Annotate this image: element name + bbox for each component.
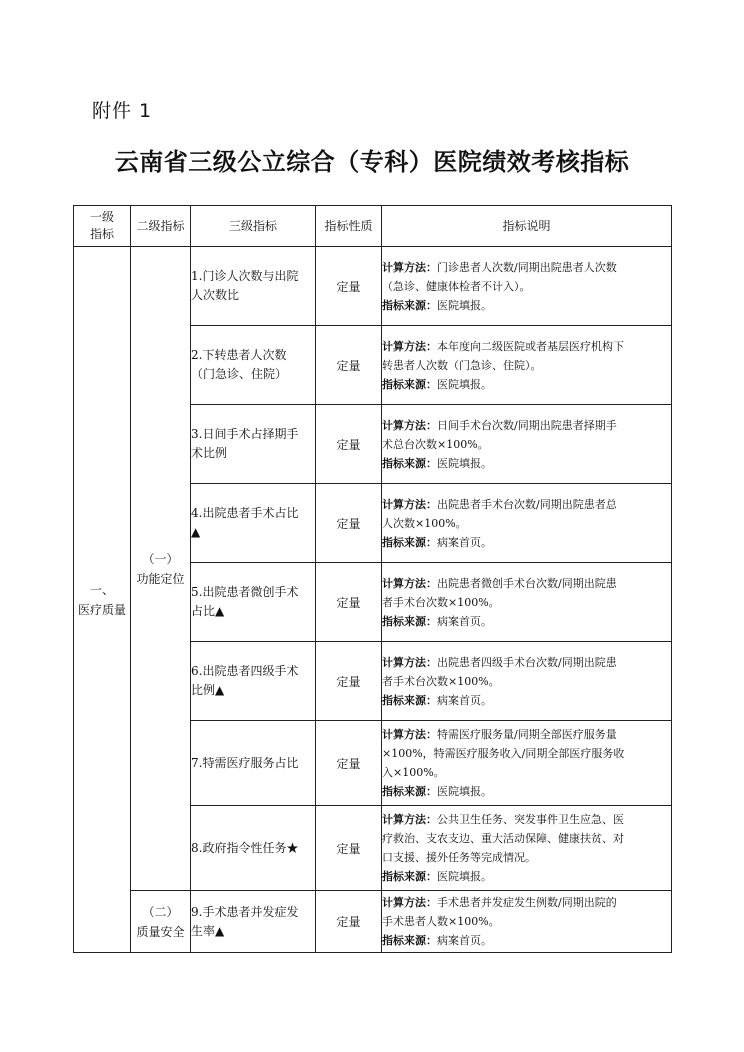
calc-text: 手术患者并发症发生例数/同期出院的 (437, 896, 617, 909)
indicator-nature: 定量 (316, 247, 382, 326)
indicator-description (382, 721, 672, 806)
source-text: 医院填报。 (437, 456, 492, 470)
level3-indicator-name: 7.特需医疗服务占比 (191, 721, 316, 806)
calc-label: 计算方法： (382, 339, 437, 353)
indicator-nature: 定量 (316, 642, 382, 721)
source-text: 病案首页。 (437, 934, 492, 947)
indicator-description (382, 326, 672, 405)
indicator-nature: 定量 (316, 405, 382, 484)
indicator-table (73, 205, 672, 953)
calc-label: 计算方法： (382, 728, 437, 741)
source-label: 指标来源： (382, 456, 437, 470)
indicator-description (382, 405, 672, 484)
source-label: 指标来源： (382, 535, 437, 549)
calc-label: 计算方法： (382, 260, 437, 274)
calc-text: 者手术台次数×100%。 (382, 674, 500, 688)
calc-text: 手术患者人数×100%。 (382, 915, 500, 928)
calc-text: 口支援、援外任务等完成情况。 (382, 851, 536, 864)
indicator-nature: 定量 (316, 484, 382, 563)
indicator-nature: 定量 (316, 721, 382, 806)
header-desc: 指标说明 (382, 206, 672, 247)
calc-text: 人次数×100%。 (382, 516, 467, 530)
source-label: 指标来源： (382, 614, 437, 628)
calc-text: ×100%，特需医疗服务收入/同期全部医疗服务收 (382, 747, 625, 760)
calc-label: 计算方法： (382, 497, 437, 511)
source-label: 指标来源： (382, 934, 437, 947)
calc-label: 计算方法： (382, 896, 437, 909)
indicator-nature: 定量 (316, 326, 382, 405)
source-label: 指标来源： (382, 377, 437, 391)
source-text: 医院填报。 (437, 377, 492, 391)
calc-text: 公共卫生任务、突发事件卫生应急、医 (437, 813, 624, 826)
calc-label: 计算方法： (382, 813, 437, 826)
table-row (74, 247, 672, 326)
indicator-description (382, 891, 672, 953)
indicator-nature: 定量 (316, 891, 382, 953)
level3-indicator-name: 9.手术患者并发症发 生率▲ (191, 891, 316, 953)
calc-text: 出院患者微创手术台次数/同期出院患 (437, 576, 617, 590)
level3-indicator-name: 4.出院患者手术占比 ▲ (191, 484, 316, 563)
calc-text: 特需医疗服务量/同期全部医疗服务量 (437, 728, 617, 741)
header-level1: 一级 指标 (74, 206, 131, 247)
calc-text: 出院患者手术台次数/同期出院患者总 (437, 497, 617, 511)
source-label: 指标来源： (382, 693, 437, 707)
level2-cell-safety: （二） 质量安全 (131, 891, 191, 953)
document-title: 云南省三级公立综合（专科）医院绩效考核指标 (114, 148, 630, 176)
table-row (74, 891, 672, 953)
indicator-description (382, 247, 672, 326)
indicator-description (382, 563, 672, 642)
calc-text: 日间手术台次数/同期出院患者择期手 (437, 418, 617, 432)
source-text: 医院填报。 (437, 298, 492, 312)
calc-label: 计算方法： (382, 576, 437, 590)
source-label: 指标来源： (382, 298, 437, 312)
level2-cell-function: （一） 功能定位 (131, 247, 191, 891)
indicator-description (382, 642, 672, 721)
calc-text: 疗救治、支农支边、重大活动保障、健康扶贫、对 (382, 832, 624, 845)
calc-label: 计算方法： (382, 418, 437, 432)
table-header-row (74, 206, 672, 247)
indicator-nature: 定量 (316, 563, 382, 642)
calc-text: （急诊、健康体检者不计入）。 (382, 279, 531, 293)
indicator-nature: 定量 (316, 806, 382, 891)
calc-text: 入×100%。 (382, 766, 445, 779)
calc-text: 转患者人次数（门急诊、住院）。 (382, 358, 542, 372)
calc-text: 者手术台次数×100%。 (382, 595, 500, 609)
calc-text: 术总台次数×100%。 (382, 437, 489, 451)
source-text: 医院填报。 (437, 870, 492, 883)
source-text: 病案首页。 (437, 614, 492, 628)
header-nature: 指标性质 (316, 206, 382, 247)
level3-indicator-name: 3.日间手术占择期手 术比例 (191, 405, 316, 484)
calc-text: 门诊患者人次数/同期出院患者人次数 (437, 260, 617, 274)
header-level2: 二级指标 (131, 206, 191, 247)
indicator-description (382, 806, 672, 891)
source-label: 指标来源： (382, 870, 437, 883)
level3-indicator-name: 2.下转患者人次数 （门急诊、住院） (191, 326, 316, 405)
source-text: 病案首页。 (437, 535, 492, 549)
attachment-label: 附件 1 (92, 100, 153, 122)
indicator-description (382, 484, 672, 563)
calc-text: 本年度向二级医院或者基层医疗机构下 (437, 339, 624, 353)
level3-indicator-name: 6.出院患者四级手术 比例▲ (191, 642, 316, 721)
level3-indicator-name: 1.门诊人次数与出院 人次数比 (191, 247, 316, 326)
calc-text: 出院患者四级手术台次数/同期出院患 (437, 655, 617, 669)
source-text: 医院填报。 (437, 785, 492, 798)
level1-cell-quality: 一、 医疗质量 (74, 247, 131, 953)
level3-indicator-name: 8.政府指令性任务★ (191, 806, 316, 891)
source-label: 指标来源： (382, 785, 437, 798)
source-text: 病案首页。 (437, 693, 492, 707)
header-level3: 三级指标 (191, 206, 316, 247)
level3-indicator-name: 5.出院患者微创手术 占比▲ (191, 563, 316, 642)
calc-label: 计算方法： (382, 655, 437, 669)
